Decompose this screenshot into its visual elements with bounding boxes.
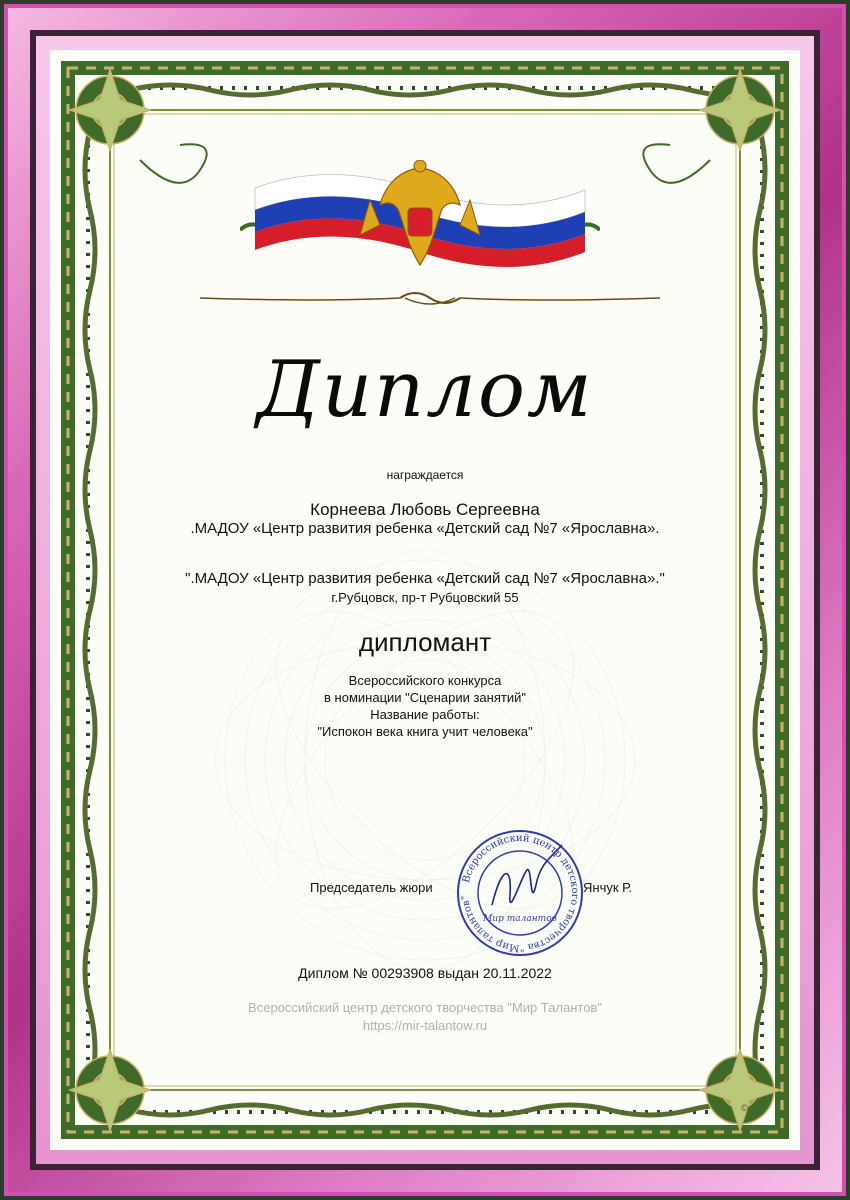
- recipient-name: Корнеева Любовь Сергеевна: [310, 500, 540, 519]
- diploma-title: Диплом: [256, 345, 594, 435]
- diploma-number: Диплом № 00293908 выдан 20.11.2022: [298, 965, 552, 981]
- organization-line: .МАДОУ «Центр развития ребенка «Детский сад №7 «Ярославна».: [190, 520, 660, 537]
- contest-line: Всероссийского конкурса: [348, 673, 502, 688]
- organization-quote: ".МАДОУ «Центр развития ребенка «Детский сад №7 «Ярославна».": [185, 570, 665, 587]
- address: г.Рубцовск, пр-т Рубцовский 55: [331, 590, 519, 605]
- awarded-label: награждается: [386, 468, 464, 482]
- seal-ring-text: Всероссийский центр детского творчества "Мир талантов": [460, 832, 581, 954]
- copyright-mark: ©: [741, 1103, 748, 1113]
- issuer-website[interactable]: https://mir-talantow.ru: [362, 1018, 488, 1033]
- issuer-name: Всероссийский центр детского творчества "Мир Талантов": [248, 1000, 602, 1015]
- contest-line: в номинации "Сценарии занятий": [324, 690, 526, 705]
- official-seal: [452, 825, 588, 961]
- award-status: дипломант: [358, 627, 492, 657]
- seal-center-text: Мир талантов: [483, 914, 557, 924]
- contest-details: [0, 672, 850, 740]
- contest-line: "Испокон века книга учит человека": [317, 724, 533, 739]
- jury-chair-label: Председатель жюри: [310, 880, 433, 895]
- jury-chair-name: Янчук Р.: [583, 880, 632, 895]
- contest-line: Название работы:: [370, 707, 480, 722]
